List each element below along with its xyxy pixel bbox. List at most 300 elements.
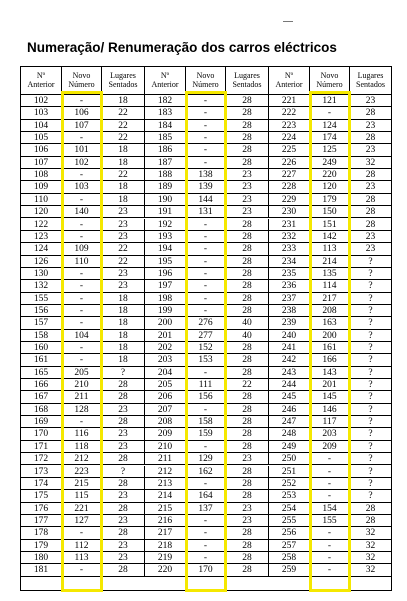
previous-number-cell: 156 <box>21 305 62 317</box>
new-number-cell: 120 <box>310 181 350 193</box>
new-number-cell: 277 <box>186 330 226 342</box>
new-number-cell: 144 <box>186 194 226 206</box>
header-text: Sentados <box>232 80 262 89</box>
table-row <box>21 132 391 144</box>
header-new-number-2 <box>186 67 226 95</box>
seats-cell: 23 <box>350 231 391 243</box>
seats-cell: ? <box>350 305 391 317</box>
new-number-cell: 155 <box>310 515 350 527</box>
previous-number-cell: 222 <box>269 107 310 119</box>
new-number-cell: - <box>310 453 350 465</box>
new-number-cell: 117 <box>310 416 350 428</box>
previous-number-cell: 109 <box>21 181 62 193</box>
previous-number-cell: 206 <box>145 391 186 403</box>
seats-cell: 28 <box>350 206 391 218</box>
seats-cell: 28 <box>226 527 269 539</box>
new-number-cell: - <box>310 490 350 502</box>
seats-cell: ? <box>350 416 391 428</box>
seats-cell: 18 <box>102 305 145 317</box>
new-number-cell: 140 <box>62 206 102 218</box>
previous-number-cell: 204 <box>145 367 186 379</box>
seats-cell: 23 <box>226 206 269 218</box>
previous-number-cell: 205 <box>145 379 186 391</box>
seats-cell: ? <box>350 342 391 354</box>
new-number-cell: 142 <box>310 231 350 243</box>
top-mark <box>283 21 293 22</box>
new-number-cell: 124 <box>310 120 350 132</box>
previous-number-cell: 120 <box>21 206 62 218</box>
header-previous-number-3 <box>269 67 310 95</box>
header-new-number-3 <box>310 67 350 95</box>
table-row <box>21 416 391 428</box>
seats-cell: 28 <box>226 342 269 354</box>
new-number-cell: 110 <box>62 256 102 268</box>
previous-number-cell: 233 <box>269 243 310 255</box>
new-number-cell: 113 <box>62 552 102 564</box>
previous-number-cell: 170 <box>21 428 62 440</box>
previous-number-cell: 106 <box>21 144 62 156</box>
previous-number-cell: 201 <box>145 330 186 342</box>
previous-number-cell: 182 <box>145 95 186 107</box>
seats-cell: ? <box>102 466 145 478</box>
seats-cell: ? <box>350 441 391 453</box>
new-number-cell: - <box>186 107 226 119</box>
seats-cell: 22 <box>226 379 269 391</box>
previous-number-cell: 208 <box>145 416 186 428</box>
seats-cell: ? <box>102 367 145 379</box>
previous-number-cell: 228 <box>269 181 310 193</box>
header-text: Lugares <box>234 71 260 80</box>
seats-cell: 23 <box>350 243 391 255</box>
previous-number-cell: 249 <box>269 441 310 453</box>
previous-number-cell: 110 <box>21 194 62 206</box>
new-number-cell: - <box>186 243 226 255</box>
new-number-cell: 201 <box>310 379 350 391</box>
new-number-cell: 152 <box>186 342 226 354</box>
table-row <box>21 367 391 379</box>
header-text: Sentados <box>108 80 138 89</box>
seats-cell: 23 <box>102 441 145 453</box>
previous-number-cell: 193 <box>145 231 186 243</box>
table-row <box>21 206 391 218</box>
new-number-cell: 159 <box>186 428 226 440</box>
header-text: Lugares <box>357 71 384 80</box>
table-header-row <box>21 67 391 95</box>
previous-number-cell: 168 <box>21 404 62 416</box>
table-row <box>21 144 391 156</box>
previous-number-cell: 231 <box>269 219 310 231</box>
previous-number-cell: 198 <box>145 293 186 305</box>
previous-number-cell: 123 <box>21 231 62 243</box>
new-number-cell: - <box>186 132 226 144</box>
seats-cell: 28 <box>226 428 269 440</box>
new-number-cell: 203 <box>310 428 350 440</box>
seats-cell: ? <box>350 256 391 268</box>
seats-cell: 22 <box>102 169 145 181</box>
seats-cell: 28 <box>350 503 391 515</box>
previous-number-cell: 191 <box>145 206 186 218</box>
table-row <box>21 219 391 231</box>
new-number-cell: - <box>186 404 226 416</box>
previous-number-cell: 251 <box>269 466 310 478</box>
new-number-cell: 121 <box>310 95 350 107</box>
header-previous-number-2 <box>145 67 186 95</box>
seats-cell: 18 <box>102 330 145 342</box>
previous-number-cell: 179 <box>21 540 62 552</box>
new-number-cell: 111 <box>186 379 226 391</box>
previous-number-cell: 202 <box>145 342 186 354</box>
table-row <box>21 379 391 391</box>
new-number-cell: 163 <box>310 317 350 329</box>
previous-number-cell: 255 <box>269 515 310 527</box>
previous-number-cell: 210 <box>145 441 186 453</box>
seats-cell: 32 <box>350 527 391 539</box>
seats-cell: 28 <box>226 268 269 280</box>
previous-number-cell: 189 <box>145 181 186 193</box>
new-number-cell: 115 <box>62 490 102 502</box>
previous-number-cell: 242 <box>269 354 310 366</box>
header-seats-3 <box>350 67 391 95</box>
seats-cell: ? <box>350 453 391 465</box>
seats-cell: 28 <box>102 416 145 428</box>
table-row <box>21 120 391 132</box>
new-number-cell: - <box>310 540 350 552</box>
new-number-cell: - <box>62 219 102 231</box>
seats-cell: 23 <box>226 169 269 181</box>
new-number-cell: 131 <box>186 206 226 218</box>
new-number-cell: 125 <box>310 144 350 156</box>
seats-cell: ? <box>350 280 391 292</box>
previous-number-cell: 103 <box>21 107 62 119</box>
seats-cell: 28 <box>226 157 269 169</box>
table-row <box>21 157 391 169</box>
new-number-cell: 107 <box>62 120 102 132</box>
previous-number-cell: 181 <box>21 564 62 576</box>
header-text: Novo <box>196 71 215 80</box>
new-number-cell: - <box>186 305 226 317</box>
previous-number-cell: 187 <box>145 157 186 169</box>
new-number-cell: - <box>62 231 102 243</box>
new-number-cell: 164 <box>186 490 226 502</box>
table-row <box>21 527 391 539</box>
seats-cell: 28 <box>226 416 269 428</box>
seats-cell: 28 <box>226 367 269 379</box>
table-row <box>21 342 391 354</box>
new-number-cell: 223 <box>62 466 102 478</box>
new-number-cell: 106 <box>62 107 102 119</box>
previous-number-cell: 244 <box>269 379 310 391</box>
seats-cell: 28 <box>102 453 145 465</box>
header-text: Anterior <box>275 80 303 89</box>
seats-cell: 28 <box>226 95 269 107</box>
new-number-cell: 214 <box>310 256 350 268</box>
previous-number-cell: 258 <box>269 552 310 564</box>
new-number-cell: 114 <box>310 280 350 292</box>
seats-cell: 22 <box>102 256 145 268</box>
table-row <box>21 515 391 527</box>
previous-number-cell: 246 <box>269 404 310 416</box>
table-row <box>21 181 391 193</box>
seats-cell: 23 <box>226 503 269 515</box>
previous-number-cell: 199 <box>145 305 186 317</box>
new-number-cell: - <box>62 342 102 354</box>
previous-number-cell: 248 <box>269 428 310 440</box>
seats-cell: ? <box>350 268 391 280</box>
seats-cell: 18 <box>102 157 145 169</box>
new-number-cell: - <box>186 540 226 552</box>
new-number-cell: 143 <box>310 367 350 379</box>
new-number-cell: - <box>62 268 102 280</box>
new-number-cell: - <box>62 317 102 329</box>
new-number-cell: - <box>62 280 102 292</box>
header-previous-number-1 <box>21 67 62 95</box>
previous-number-cell: 183 <box>145 107 186 119</box>
previous-number-cell: 124 <box>21 243 62 255</box>
new-number-cell: - <box>310 107 350 119</box>
header-text: Anterior <box>151 80 179 89</box>
previous-number-cell: 220 <box>145 564 186 576</box>
new-number-cell: 249 <box>310 157 350 169</box>
new-number-cell: - <box>186 527 226 539</box>
seats-cell: 22 <box>102 132 145 144</box>
seats-cell: 18 <box>102 194 145 206</box>
previous-number-cell: 196 <box>145 268 186 280</box>
new-number-cell: 215 <box>62 478 102 490</box>
previous-number-cell: 237 <box>269 293 310 305</box>
previous-number-cell: 212 <box>145 466 186 478</box>
new-number-cell: 118 <box>62 441 102 453</box>
previous-number-cell: 167 <box>21 391 62 403</box>
previous-number-cell: 224 <box>269 132 310 144</box>
new-number-cell: - <box>62 169 102 181</box>
new-number-cell: 208 <box>310 305 350 317</box>
new-number-cell: - <box>62 354 102 366</box>
page-title: Numeração/ Renumeração dos carros eléctricos <box>27 40 337 55</box>
seats-cell: ? <box>350 490 391 502</box>
seats-cell: 28 <box>350 169 391 181</box>
seats-cell: 40 <box>226 317 269 329</box>
new-number-cell: - <box>186 144 226 156</box>
header-text: Lugares <box>110 71 136 80</box>
new-number-cell: - <box>186 219 226 231</box>
new-number-cell: 154 <box>310 503 350 515</box>
previous-number-cell: 253 <box>269 490 310 502</box>
new-number-cell: - <box>186 268 226 280</box>
seats-cell: 28 <box>350 219 391 231</box>
new-number-cell: 200 <box>310 330 350 342</box>
table-row <box>21 169 391 181</box>
seats-cell: 23 <box>102 206 145 218</box>
seats-cell: 28 <box>102 503 145 515</box>
new-number-cell: 179 <box>310 194 350 206</box>
seats-cell: 28 <box>226 219 269 231</box>
seats-cell: 28 <box>226 305 269 317</box>
new-number-cell: 138 <box>186 169 226 181</box>
previous-number-cell: 218 <box>145 540 186 552</box>
table-row <box>21 305 391 317</box>
table-row <box>21 391 391 403</box>
table-row <box>21 503 391 515</box>
header-seats-2 <box>226 67 269 95</box>
new-number-cell: 151 <box>310 219 350 231</box>
new-number-cell: 217 <box>310 293 350 305</box>
seats-cell: 22 <box>102 243 145 255</box>
previous-number-cell: 230 <box>269 206 310 218</box>
previous-number-cell: 227 <box>269 169 310 181</box>
header-text: Número <box>316 80 343 89</box>
seats-cell: 28 <box>226 256 269 268</box>
seats-cell: 28 <box>226 107 269 119</box>
previous-number-cell: 185 <box>145 132 186 144</box>
new-number-cell: 162 <box>186 466 226 478</box>
seats-cell: 28 <box>226 293 269 305</box>
new-number-cell: 139 <box>186 181 226 193</box>
previous-number-cell: 160 <box>21 342 62 354</box>
new-number-cell: - <box>186 515 226 527</box>
seats-cell: 28 <box>226 231 269 243</box>
previous-number-cell: 157 <box>21 317 62 329</box>
previous-number-cell: 240 <box>269 330 310 342</box>
seats-cell: 23 <box>102 490 145 502</box>
new-number-cell: - <box>310 564 350 576</box>
previous-number-cell: 166 <box>21 379 62 391</box>
previous-number-cell: 252 <box>269 478 310 490</box>
table-row <box>21 95 391 107</box>
previous-number-cell: 161 <box>21 354 62 366</box>
seats-cell: 32 <box>350 540 391 552</box>
seats-cell: ? <box>350 367 391 379</box>
seats-cell: 28 <box>102 564 145 576</box>
new-number-cell: 137 <box>186 503 226 515</box>
seats-cell: 32 <box>350 552 391 564</box>
new-number-cell: - <box>186 280 226 292</box>
new-number-cell: - <box>310 466 350 478</box>
header-seats-1 <box>102 67 145 95</box>
header-new-number-1 <box>62 67 102 95</box>
table-row <box>21 107 391 119</box>
previous-number-cell: 108 <box>21 169 62 181</box>
seats-cell: 18 <box>102 144 145 156</box>
header-text: Novo <box>320 71 339 80</box>
seats-cell: ? <box>350 317 391 329</box>
previous-number-cell: 219 <box>145 552 186 564</box>
seats-cell: ? <box>350 354 391 366</box>
previous-number-cell: 241 <box>269 342 310 354</box>
new-number-cell: 113 <box>310 243 350 255</box>
seats-cell: 23 <box>102 219 145 231</box>
new-number-cell: 158 <box>186 416 226 428</box>
new-number-cell: - <box>62 305 102 317</box>
seats-cell: 28 <box>226 540 269 552</box>
seats-cell: 18 <box>102 181 145 193</box>
new-number-cell: - <box>62 564 102 576</box>
header-text: Sentados <box>356 80 385 89</box>
new-number-cell: - <box>310 552 350 564</box>
table-row <box>21 330 391 342</box>
new-number-cell: - <box>186 367 226 379</box>
previous-number-cell: 105 <box>21 132 62 144</box>
header-text: Nº <box>160 71 170 80</box>
previous-number-cell: 225 <box>269 144 310 156</box>
previous-number-cell: 234 <box>269 256 310 268</box>
new-number-cell: 153 <box>186 354 226 366</box>
previous-number-cell: 175 <box>21 490 62 502</box>
tram-numbering-table <box>20 66 392 591</box>
new-number-cell: - <box>62 527 102 539</box>
seats-cell: 28 <box>226 478 269 490</box>
new-number-cell: - <box>310 478 350 490</box>
new-number-cell: 170 <box>186 564 226 576</box>
previous-number-cell: 194 <box>145 243 186 255</box>
new-number-cell: - <box>186 478 226 490</box>
new-number-cell: 101 <box>62 144 102 156</box>
new-number-cell: 150 <box>310 206 350 218</box>
seats-cell: 23 <box>226 194 269 206</box>
header-text: Nº <box>284 71 294 80</box>
seats-cell: 28 <box>102 391 145 403</box>
seats-cell: 28 <box>226 280 269 292</box>
previous-number-cell: 229 <box>269 194 310 206</box>
previous-number-cell: 239 <box>269 317 310 329</box>
seats-cell: 23 <box>102 540 145 552</box>
new-number-cell: 104 <box>62 330 102 342</box>
previous-number-cell: 132 <box>21 280 62 292</box>
seats-cell: 23 <box>226 515 269 527</box>
table-row <box>21 404 391 416</box>
table-row <box>21 256 391 268</box>
table-row <box>21 231 391 243</box>
new-number-cell: 276 <box>186 317 226 329</box>
previous-number-cell: 214 <box>145 490 186 502</box>
seats-cell: ? <box>350 478 391 490</box>
previous-number-cell: 235 <box>269 268 310 280</box>
previous-number-cell: 207 <box>145 404 186 416</box>
new-number-cell: 174 <box>310 132 350 144</box>
previous-number-cell: 192 <box>145 219 186 231</box>
table-row <box>21 466 391 478</box>
previous-number-cell: 197 <box>145 280 186 292</box>
seats-cell: 23 <box>226 453 269 465</box>
header-text: Novo <box>72 71 91 80</box>
seats-cell: 23 <box>102 404 145 416</box>
seats-cell: 23 <box>102 515 145 527</box>
seats-cell: ? <box>350 428 391 440</box>
seats-cell: 28 <box>350 515 391 527</box>
new-number-cell: 161 <box>310 342 350 354</box>
seats-cell: ? <box>350 330 391 342</box>
previous-number-cell: 245 <box>269 391 310 403</box>
seats-cell: ? <box>350 391 391 403</box>
new-number-cell: 220 <box>310 169 350 181</box>
seats-cell: 23 <box>102 552 145 564</box>
new-number-cell: - <box>186 293 226 305</box>
new-number-cell: - <box>62 95 102 107</box>
previous-number-cell: 165 <box>21 367 62 379</box>
seats-cell: 28 <box>350 194 391 206</box>
previous-number-cell: 256 <box>269 527 310 539</box>
seats-cell: 28 <box>226 354 269 366</box>
previous-number-cell: 209 <box>145 428 186 440</box>
new-number-cell: 109 <box>62 243 102 255</box>
seats-cell: 28 <box>226 243 269 255</box>
table-row <box>21 564 391 576</box>
header-text: Número <box>192 80 219 89</box>
seats-cell: ? <box>350 293 391 305</box>
table-row <box>21 428 391 440</box>
previous-number-cell: 203 <box>145 354 186 366</box>
table-row <box>21 194 391 206</box>
new-number-cell: 127 <box>62 515 102 527</box>
